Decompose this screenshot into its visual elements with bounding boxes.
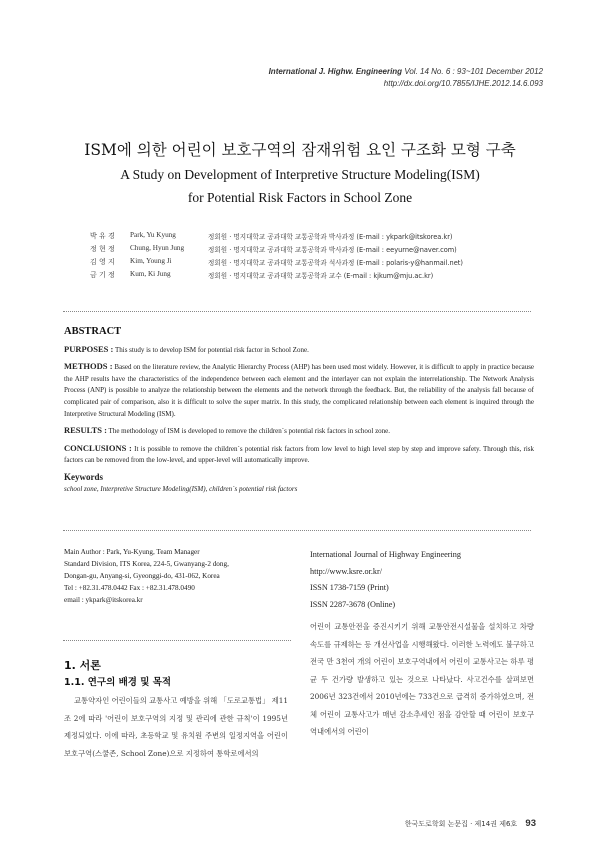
author-name-ko: 박 유 경 (90, 232, 115, 240)
doi-link[interactable]: http://dx.doi.org/10.7855/IJHE.2012.14.6.093 (383, 79, 543, 88)
section-divider (63, 640, 291, 641)
body-text-left: 교통약자인 어린이들의 교통사고 예방을 위해 「도로교통법」 제11조 2에 따라 '어린이 보호구역의 지정 및 관리에 관한 규칙'이 1995년 제정되었다. 이에 따라, 초등학교 및 유치원 주변의 일정지역을 어린이 보호구역(스쿨존, School Zone)으로 지정하여 통학로에서의 (64, 696, 289, 758)
contact-email[interactable]: email : ykpark@itskorea.kr (64, 596, 143, 605)
section-heading: 1. 서론 (64, 659, 101, 672)
author-list (90, 231, 463, 283)
author-row (90, 270, 463, 283)
footer-journal: 한국도로학회 논문집 · 제14권 제6호 (404, 820, 518, 828)
author-affiliation: 정회원 · 명지대학교 공과대학 교통공학과 박사과정 (E-mail : eeyurne@naver.com) (208, 246, 457, 254)
conclusions-text: It is possible to remove the children`s potential risk factors from low level to high level step by step and improve safety. Through this, risk factors can be removed from the low-level, and upper-level will automatically improve. (64, 444, 535, 465)
author-row (90, 231, 463, 244)
journal-info (310, 547, 461, 613)
contact-line: Tel : +82.31.478.0442 Fax : +82.31.478.0490 (64, 584, 195, 593)
journal-info-issn-print: ISSN 1738-7159 (Print) (310, 583, 389, 592)
methods-label: METHODS : (64, 361, 113, 372)
body-text-right: 어린이 교통안전을 증진시키기 위해 교통안전시설물을 설치하고 차량속도를 규제하는 등 개선사업을 시행해왔다. 이러한 노력에도 불구하고 전국 만 3천여 개의 어린이 보호구역내에서 어린이 교통사고는 하루 평균 두 건가량 발생하고 있는 것으로 나타났다. 사고건수를 살펴보면 2006년 323건에서 2010년에는 733건으로 급격히 증가하였으며, 전체 어린이 교통사고가 매년 감소추세인 점을 감안할 때 어린이 보호구역내에서의 어린이 (310, 622, 534, 736)
author-name-en: Chung, Hyun Jung (130, 244, 185, 252)
volume-info: Vol. 14 No. 6 : 93~101 December 2012 (404, 67, 543, 76)
subsection-heading: 1.1. 연구의 배경 및 목적 (64, 677, 172, 688)
author-name-en: Kim, Young Ji (130, 257, 172, 265)
methods-text: Based on the literature review, the Analytic Hierarchy Process (AHP) has been used most widely. However, it is difficult to apply in practice because the AHP results have the characteristics of the independence between each element and the interlayer can not explain the interrelationship. The Network Analysis Process (ANP) is possible to analyze the relationship between the elements and the network through the feedback. But, the reliability of the analysis fall because of complicated pair of comparison, also it is difficult to solve the super matrix. In this study, the complicated relationship between each element is inquired through the Interpretive Structural Modeling (ISM). (64, 363, 535, 418)
results-text: The methodology of ISM is developed to remove the children`s potential risk factors in school zone. (108, 427, 391, 436)
page-number: 93 (525, 818, 536, 829)
divider-top (63, 311, 531, 312)
journal-info-url[interactable]: http://www.ksre.or.kr/ (310, 566, 383, 576)
author-row (90, 244, 463, 257)
contact-line: Main Author : Park, Yu-Kyung, Team Manager (64, 548, 200, 556)
author-affiliation: 정회원 · 명지대학교 공과대학 교통공학과 석사과정 (E-mail : polaris-y@hanmail.net) (208, 259, 463, 267)
author-name-en: Kum, Ki Jung (130, 270, 171, 278)
page-footer (405, 818, 536, 829)
purposes-label: PURPOSES : (64, 343, 114, 354)
purposes-text: This study is to develop ISM for potential risk factor in School Zone. (114, 345, 309, 354)
results-label: RESULTS : (64, 425, 107, 436)
author-affiliation: 정회원 · 명지대학교 공과대학 교통공학과 박사과정 (E-mail : ykpark@itskorea.kr) (208, 233, 453, 241)
abstract (64, 326, 534, 495)
contact-line: Dongan-gu, Anyang-si, Gyeonggi-do, 431-062, Korea (64, 572, 220, 581)
journal-name: International J. Highw. Engineering (268, 67, 403, 76)
author-name-ko: 김 영 지 (90, 258, 115, 266)
keywords-heading: Keywords (64, 471, 103, 482)
title-english-line1: A Study on Development of Interpretive Structure Modeling(ISM) (120, 167, 480, 182)
title-korean: ISM에 의한 어린이 보호구역의 잠재위험 요인 구조화 모형 구축 (84, 141, 516, 159)
author-name-ko: 금 기 정 (90, 271, 115, 279)
journal-header (269, 66, 543, 90)
keywords-text: school zone, Interpretive Structure Modeling(ISM), children`s potential risk factors (64, 484, 298, 493)
author-name-ko: 정 현 정 (90, 245, 115, 253)
journal-info-issn-online: ISSN 2287-3678 (Online) (310, 599, 396, 609)
abstract-heading: ABSTRACT (64, 326, 122, 337)
conclusions-label: CONCLUSIONS : (64, 442, 132, 453)
title-english (0, 163, 600, 209)
author-contact (64, 546, 229, 606)
abstract-conclusions (64, 443, 534, 467)
author-name-en: Park, Yu Kyung (130, 231, 176, 239)
journal-info-name: International Journal of Highway Engineering (310, 550, 461, 559)
abstract-purposes (64, 344, 534, 357)
author-affiliation: 정회원 · 명지대학교 공과대학 교통공학과 교수 (E-mail : kjkum@mju.ac.kr) (208, 272, 434, 280)
title-english-line2: for Potential Risk Factors in School Zone (187, 190, 413, 205)
abstract-results (64, 425, 534, 438)
contact-line: Standard Division, ITS Korea, 224-5, Gwanyang-2 dong, (64, 560, 229, 569)
author-row (90, 257, 463, 270)
abstract-methods (64, 361, 534, 420)
divider-bottom (63, 530, 531, 531)
